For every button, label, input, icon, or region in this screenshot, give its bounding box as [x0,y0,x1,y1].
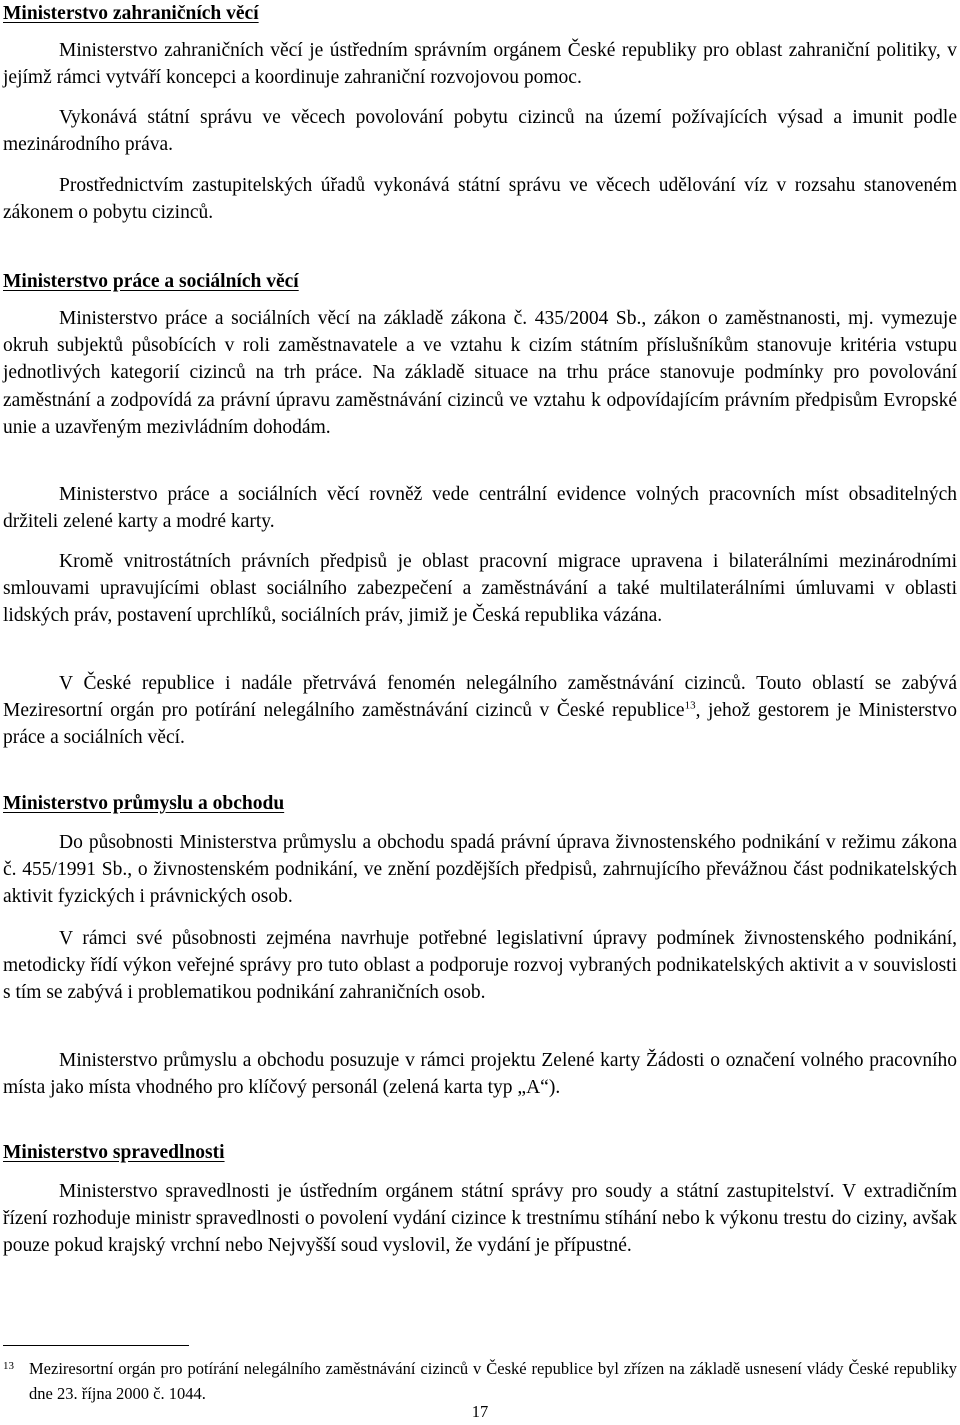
section-heading-mpsv: Ministerstvo práce a sociálních věcí [3,271,299,292]
footnote-text: Meziresortní orgán pro potírání nelegálního zaměstnávání cizinců v České republice byl zřízen na základě usnesení vlády České republiky dne 23. října 2000 č. 1044. [29,1359,957,1403]
footnote-mark: 13 [3,1360,14,1372]
footnote-reference[interactable]: 13 [684,699,696,712]
paragraph-text: V České republice i nadále přetrvává fenomén nelegálního zaměstnávání cizinců. Touto oblastí se zabývá Meziresortní orgán pro potírání nelegálního zaměstnávání cizinců v České republice [3,673,957,722]
section-heading-msp: Ministerstvo spravedlnosti [3,1142,225,1163]
paragraph [3,670,957,752]
paragraph: Ministerstvo průmyslu a obchodu posuzuje v rámci projektu Zelené karty Žádosti o označení volného pracovního místa jako místa vhodného pro klíčový personál (zelená karta typ „A“). [3,1050,957,1099]
paragraph: Ministerstvo zahraničních věcí je ústředním správním orgánem České republiky pro oblast zahraniční politiky, v jejímž rámci vytváří koncepci a koordinuje zahraniční rozvojovou pomoc. [3,40,957,89]
section-heading-mpo: Ministerstvo průmyslu a obchodu [3,793,285,814]
footnote [3,1356,957,1406]
paragraph: Kromě vnitrostátních právních předpisů je oblast pracovní migrace upravena i bilaterálními mezinárodními smlouvami upravujícími oblast sociálního zabezpečení a zaměstnávání a také multilaterálními úmluvami v oblasti lidských práv, postavení uprchlíků, sociálních práv, jimiž je Česká republika vázána. [3,551,957,627]
paragraph: Do působnosti Ministerstva průmyslu a obchodu spadá právní úprava živnostenského podnikání v režimu zákona č. 455/1991 Sb., o živnostenském podnikání, ve znění pozdějších předpisů, zahrnujícího převážnou část podnikatelských aktivit fyzických i právnických osob. [3,832,957,908]
paragraph: Ministerstvo práce a sociálních věcí na základě zákona č. 435/2004 Sb., zákon o zaměstnanosti, mj. vymezuje okruh subjektů působících v roli zaměstnavatele a ve vztahu k cizím státním příslušníkům stanovuje kritéria vstupu jednotlivých kategorií cizinců na trh práce. Na základě situace na trhu práce stanovuje podmínky pro povolování zaměstnání a zodpovídá za právní úpravu zaměstnávání cizinců ve vztahu k odpovídajícím právním předpisům Evropské unie a uzavřeným mezivládním dohodám. [3,308,957,438]
footnote-divider [3,1345,189,1346]
paragraph: Ministerstvo spravedlnosti je ústředním orgánem státní správy pro soudy a státní zastupitelství. V extradičním řízení rozhoduje ministr spravedlnosti o povolení vydání cizince k trestnímu stíhání nebo k výkonu trestu do ciziny, avšak pouze pokud krajský vrchní nebo Nejvyšší soud vyslovil, že vydání je přípustné. [3,1181,957,1257]
paragraph-text-cont: , jehož gestorem je Ministerstvo práce a sociálních věcí. [3,700,957,749]
section-heading-mzv: Ministerstvo zahraničních věcí [3,3,259,24]
paragraph: Prostřednictvím zastupitelských úřadů vykonává státní správu ve věcech udělování víz v rozsahu stanoveném zákonem o pobytu cizinců. [3,175,957,224]
paragraph: V rámci své působnosti zejména navrhuje potřebné legislativní úpravy podmínek živnostenského podnikání, metodicky řídí výkon veřejné správy pro tuto oblast a podporuje rozvoj vybraných podnikatelských aktivit a v souvislosti s tím se zabývá i problematikou podnikání zahraničních osob. [3,928,957,1004]
page-number: 17 [471,1402,489,1421]
paragraph: Vykonává státní správu ve věcech povolování pobytu cizinců na území požívajících výsad a imunit podle mezinárodního práva. [3,107,957,156]
paragraph: Ministerstvo práce a sociálních věcí rovněž vede centrální evidence volných pracovních míst obsaditelných držiteli zelené karty a modré karty. [3,484,957,533]
